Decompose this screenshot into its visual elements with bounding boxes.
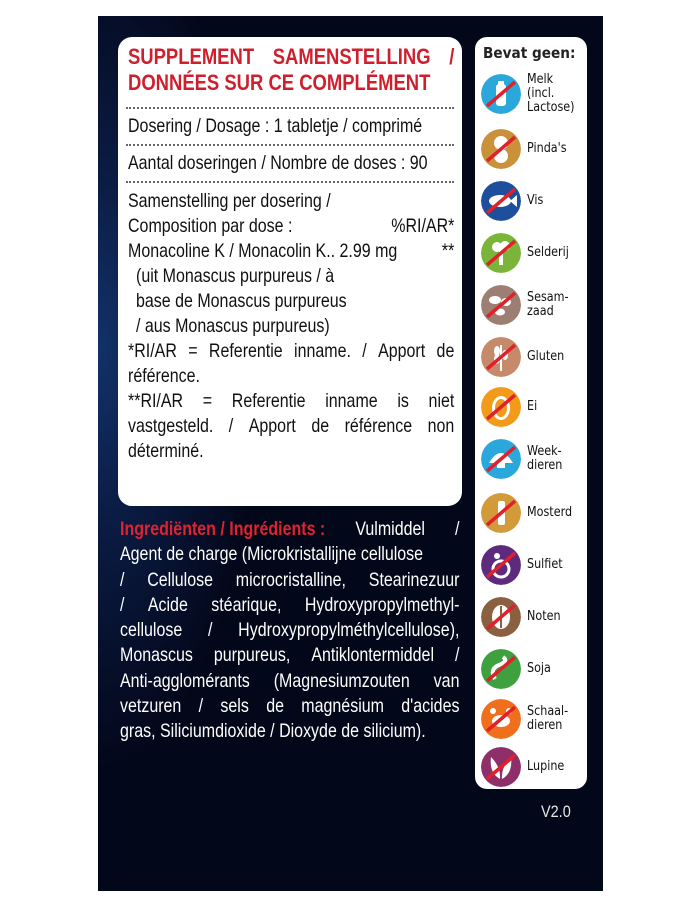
allergen-label-line: Mosterd <box>527 505 573 520</box>
ingredient-word: cellulose <box>120 619 183 642</box>
footnote-word: de <box>436 340 455 362</box>
ingredient-word: Monascus <box>120 644 193 667</box>
allergen-title: Bevat geen: <box>483 44 576 62</box>
ingredient-word: d'acides <box>401 695 460 718</box>
ingredient-word: / <box>120 568 125 591</box>
ingredient-ri: ** <box>441 240 455 262</box>
dotted-divider <box>126 144 454 146</box>
allergen-label-line: Selderij <box>527 245 569 260</box>
allergen-item <box>481 597 585 637</box>
ingredients-label: Ingrediënten / Ingrédients : <box>120 518 326 540</box>
peanut-icon <box>481 129 521 169</box>
footnote-word: référence <box>344 415 413 437</box>
footnote-word: Apport <box>378 340 426 362</box>
milk-bottle-icon <box>481 74 521 114</box>
ingredient-word: purpureus, <box>213 644 291 667</box>
dotted-divider <box>126 181 454 183</box>
ingredient-row <box>128 239 454 264</box>
wheat-icon <box>481 337 521 377</box>
footnote-word: = <box>188 340 198 362</box>
allergen-label <box>527 194 543 208</box>
dosage-row: Dosering / Dosage : 1 tabletje / comprimé <box>128 115 423 137</box>
allergen-label <box>527 662 551 676</box>
allergen-label <box>527 506 572 520</box>
allergen-label <box>527 705 568 733</box>
allergen-label-line: Schaal- <box>527 704 569 719</box>
ri-column-header: %RI/AR* <box>391 215 455 237</box>
footnote-word: Referentie <box>231 390 306 412</box>
allergen-label-line: Sulfiet <box>527 557 563 572</box>
allergen-label <box>527 350 564 364</box>
ingredients-block <box>120 517 459 745</box>
allergen-item <box>481 181 585 221</box>
supplement-facts-card <box>118 37 462 506</box>
allergen-item <box>481 285 585 325</box>
allergen-item <box>481 129 585 169</box>
allergen-item <box>481 747 585 787</box>
egg-icon <box>481 387 521 427</box>
celery-icon <box>481 233 521 273</box>
footnote-word: *RI/AR <box>128 340 177 362</box>
ingredient-word: / <box>198 695 204 718</box>
footnote-word: de <box>311 415 330 437</box>
allergen-label <box>527 558 563 572</box>
title-word: / <box>449 44 455 69</box>
ingredient-word: Vulmiddel <box>355 518 425 540</box>
footnote-word: inname. <box>294 340 351 362</box>
ingredient-word: / <box>120 593 125 616</box>
footnote-2 <box>128 389 454 414</box>
allergen-item <box>481 699 585 739</box>
sesame-icon <box>481 285 521 325</box>
footnote-word: = <box>202 390 213 412</box>
footnote-word: inname <box>325 390 378 412</box>
shell-icon <box>481 439 521 479</box>
allergen-label-line: Gluten <box>527 349 565 364</box>
ingredient-word: Hydroxypropylmethyl- <box>304 593 460 616</box>
source-line: base de Monascus purpureus <box>136 290 347 312</box>
ingredient-word: / <box>207 619 213 642</box>
allergen-label-line: dieren <box>527 458 563 473</box>
ingredient-word: / <box>455 644 460 667</box>
allergen-item <box>481 439 585 479</box>
footnote-word: **RI/AR <box>128 390 184 412</box>
doses-count-row: Aantal doseringen / Nombre de doses : 90 <box>128 152 428 174</box>
ingredient-line <box>120 517 459 542</box>
footnote-word: non <box>427 415 455 437</box>
allergen-label-line: Lactose) <box>527 100 575 115</box>
ingredient-line <box>120 643 459 668</box>
supplement-title <box>128 44 454 96</box>
composition-line-2 <box>128 214 454 239</box>
ingredient-word: Stearinezuur <box>368 568 460 591</box>
ingredient-line <box>120 542 459 567</box>
ingredient-word: microcristalline, <box>235 568 346 591</box>
lupin-icon <box>481 747 521 787</box>
allergen-label <box>527 400 537 414</box>
allergen-panel <box>475 37 587 789</box>
ingredient-word: vetzuren <box>120 695 182 718</box>
sulfite-icon <box>481 545 521 585</box>
allergen-label-line: Noten <box>527 609 561 624</box>
allergen-label <box>527 291 569 319</box>
footnote-2-cont <box>128 414 454 439</box>
soy-icon <box>481 649 521 689</box>
allergen-label <box>527 142 567 156</box>
ingredient-word: Cellulose <box>147 568 214 591</box>
dotted-divider <box>126 107 454 109</box>
allergen-label-line: Ei <box>527 399 538 414</box>
title-word: SUPPLEMENT <box>128 44 255 69</box>
ingredient-word: van <box>433 669 460 692</box>
allergen-label-line: Soja <box>527 661 551 676</box>
source-line: (uit Monascus purpureus / à <box>136 265 335 287</box>
allergen-label <box>527 760 564 774</box>
ingredient-word: sels <box>220 695 249 718</box>
allergen-label-line: zaad <box>527 304 554 319</box>
allergen-label-line: Melk <box>527 72 554 87</box>
ingredient-line <box>120 694 459 719</box>
allergen-label <box>527 246 569 260</box>
footnote-word: Apport <box>248 415 296 437</box>
composition-label: Composition par dose : <box>128 215 293 237</box>
ingredient-word: Hydroxypropylméthylcellulose), <box>238 619 460 642</box>
allergen-label-line: Sesam- <box>527 290 569 305</box>
title-line-2: DONNÉES SUR CE COMPLÉMENT <box>128 70 431 95</box>
allergen-label-line: Pinda's <box>527 141 567 156</box>
allergen-item <box>481 337 585 377</box>
footnote-word: niet <box>428 390 455 412</box>
ingredient-word: de <box>266 695 284 718</box>
footnote-word: / <box>228 415 234 437</box>
crab-icon <box>481 699 521 739</box>
title-word: SAMENSTELLING <box>272 44 431 69</box>
allergen-item <box>481 387 585 427</box>
allergen-label-line: Lupine <box>527 759 565 774</box>
fish-icon <box>481 181 521 221</box>
ingredient-name: Monacoline K / Monacolin K.. 2.99 mg <box>128 240 398 262</box>
allergen-item <box>481 493 585 533</box>
ingredient-word: Acide <box>147 593 188 616</box>
ingredient-word: Agent de charge (Microkristallijne cellulose <box>120 543 424 566</box>
ingredient-word: Anti-agglomérants <box>120 669 250 692</box>
footnote-1-cont: référence. <box>128 365 201 387</box>
allergen-item <box>481 74 585 114</box>
allergen-label-line: Vis <box>527 193 544 208</box>
footnote-word: / <box>362 340 367 362</box>
footnote-word: is <box>397 390 409 412</box>
ingredient-word: stéarique, <box>211 593 282 616</box>
ingredient-line <box>120 719 459 744</box>
allergen-label-line: (incl. <box>527 86 555 101</box>
allergen-item <box>481 233 585 273</box>
ingredient-word: magnésium <box>301 695 384 718</box>
source-line: / aus Monascus purpureus) <box>136 315 330 337</box>
ingredient-word: / <box>455 518 460 540</box>
footnote-1 <box>128 339 454 364</box>
mustard-icon <box>481 493 521 533</box>
footnote-2-end: déterminé. <box>128 440 204 462</box>
ingredient-line <box>120 669 459 694</box>
ingredient-word: (Magnesiumzouten <box>273 669 410 692</box>
allergen-item <box>481 545 585 585</box>
footnote-word: Referentie <box>208 340 283 362</box>
composition-line-1: Samenstelling per dosering / <box>128 190 331 212</box>
allergen-label <box>527 73 575 115</box>
allergen-label-line: Week- <box>527 444 562 459</box>
version-label: V2.0 <box>541 802 571 821</box>
ingredient-line <box>120 618 459 643</box>
ingredient-line <box>120 568 459 593</box>
allergen-label-line: dieren <box>527 718 563 733</box>
ingredient-line <box>120 593 459 618</box>
allergen-label <box>527 610 561 624</box>
allergen-item <box>481 649 585 689</box>
nut-icon <box>481 597 521 637</box>
ingredient-word: gras, Siliciumdioxide / Dioxyde de silicium). <box>120 720 426 743</box>
ingredient-word: Antiklontermiddel <box>311 644 435 667</box>
footnote-word: vastgesteld. <box>128 415 214 437</box>
allergen-label <box>527 445 562 473</box>
